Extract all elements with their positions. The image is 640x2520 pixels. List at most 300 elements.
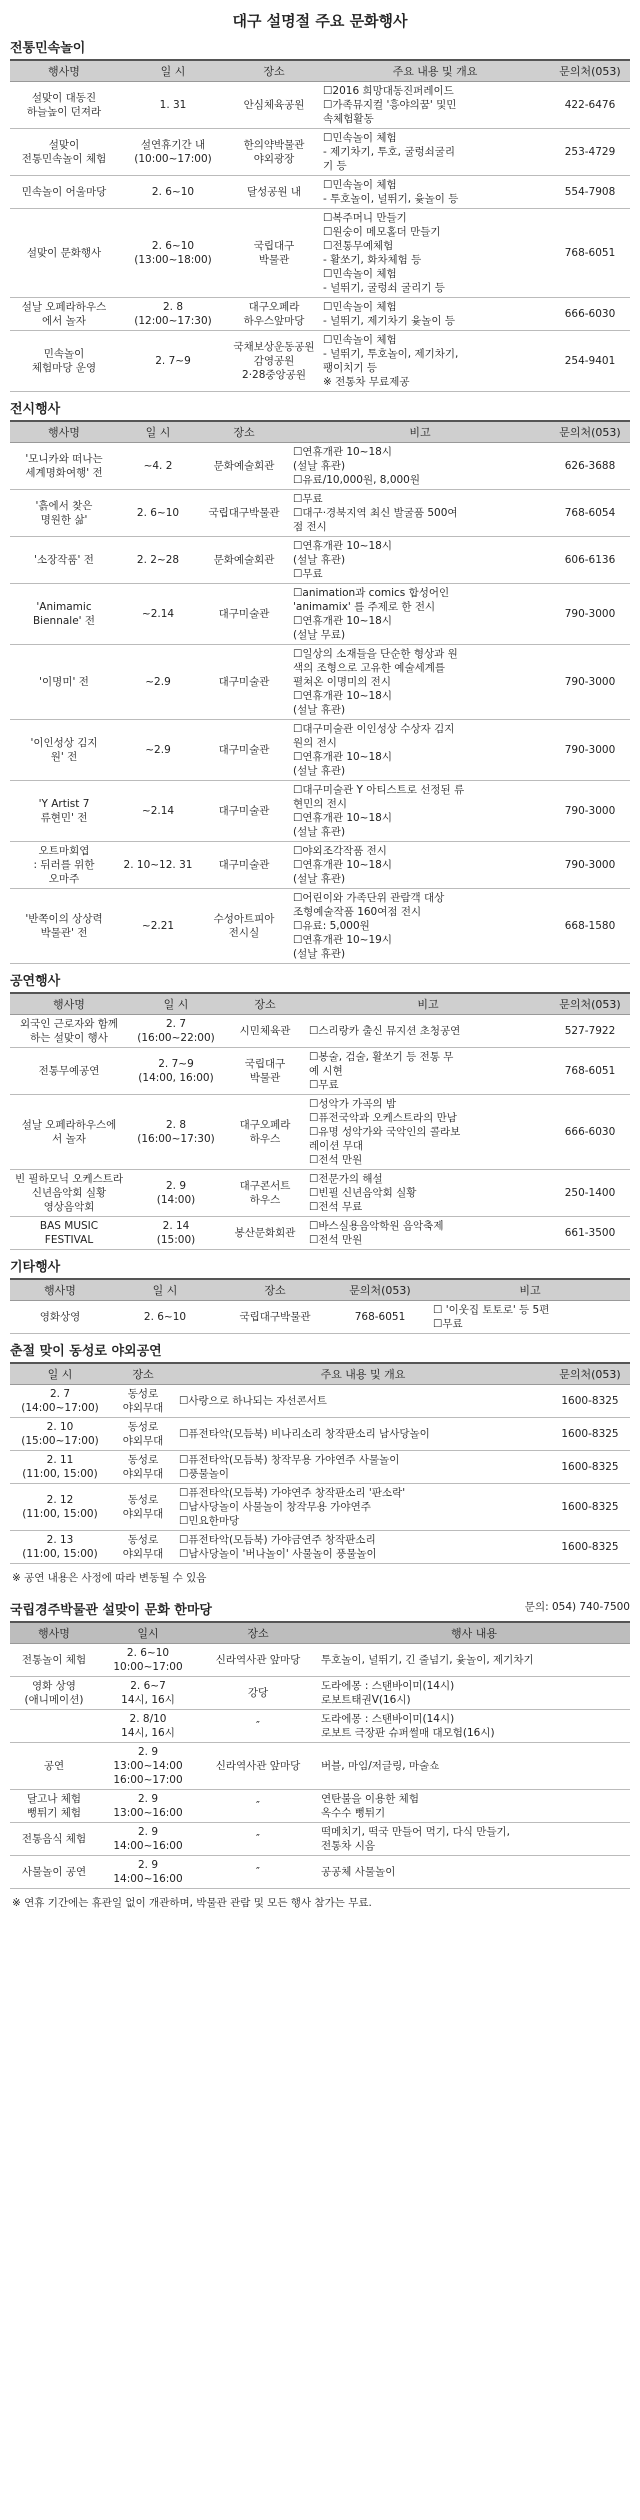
museum-body xyxy=(10,1644,630,1889)
cell-line: ☐바스실용음악학원 음악축제 xyxy=(309,1220,444,1232)
cell-line: ☐animation과 comics 합성어인 xyxy=(293,587,450,599)
cell-line: ″ xyxy=(256,1833,260,1845)
cell-line: '소장작품' 전 xyxy=(34,554,94,566)
exhibit-body xyxy=(10,443,630,964)
event-content xyxy=(290,889,550,964)
cell-line: 대구미술관 xyxy=(218,676,270,688)
section-title-other: 기타행사 xyxy=(10,1260,61,1275)
event-content xyxy=(176,1484,550,1531)
event-name xyxy=(10,1644,98,1677)
event-place xyxy=(198,1644,318,1677)
cell-line: 2. 7~9 xyxy=(158,1058,194,1070)
cell-line: 야외무대 xyxy=(122,1435,164,1447)
cell-line: (설날 무료) xyxy=(293,629,346,641)
column-header: 장소 xyxy=(110,1363,176,1385)
event-place xyxy=(110,1531,176,1564)
event-tel: 250-1400 xyxy=(550,1170,630,1217)
column-header: 일 시 xyxy=(118,421,198,443)
cell-line: ※ 전통차 무료제공 xyxy=(323,376,410,388)
table-row xyxy=(10,1531,630,1564)
cell-line: 'animamix' 를 주제로 한 전시 xyxy=(293,601,436,613)
cell-line: ☐연휴개관 10~18시 xyxy=(293,859,392,871)
event-date xyxy=(10,1385,110,1418)
remark-line: ☐무료 xyxy=(433,1318,463,1330)
cell-line: 전통차 시음 xyxy=(321,1840,376,1852)
event-content xyxy=(176,1418,550,1451)
cell-line: ☐대구미술관 이인성상 수상자 김지 xyxy=(293,723,455,735)
column-header: 주요 내용 및 개요 xyxy=(320,60,550,82)
event-date xyxy=(118,842,198,889)
museum-title: 국립경주박물관 설맞이 문화 한마당 xyxy=(10,1603,212,1618)
event-date xyxy=(118,209,228,298)
column-header: 일시 xyxy=(98,1622,198,1644)
cell-line: 체험마당 운영 xyxy=(31,362,97,374)
event-tel: 790-3000 xyxy=(550,781,630,842)
cell-line: 현민의 전시 xyxy=(293,798,348,810)
event-name xyxy=(10,176,118,209)
cell-line: ☐남사당놀이 사물놀이 창작무용 가야연주 xyxy=(179,1501,371,1513)
cell-line: ″ xyxy=(256,1866,260,1878)
event-date xyxy=(118,889,198,964)
cell-line: (11:00, 15:00) xyxy=(22,1468,98,1480)
event-place xyxy=(110,1385,176,1418)
event-place xyxy=(224,1015,306,1048)
event-date xyxy=(10,1484,110,1531)
column-header: 비고 xyxy=(290,421,550,443)
table-row xyxy=(10,209,630,298)
cell-line: 연탄불을 이용한 체험 xyxy=(321,1793,419,1805)
cell-line: 옥수수 뻥튀기 xyxy=(321,1807,386,1819)
cell-line: 대구오페라 xyxy=(248,301,300,313)
cell-line: 동성로 xyxy=(127,1454,159,1466)
cell-line: 서 놀자 xyxy=(52,1133,86,1145)
cell-line: ☐전문가의 해설 xyxy=(309,1173,383,1185)
cell-line: ☐민속놀이 체험 xyxy=(323,334,397,346)
event-content xyxy=(320,82,550,129)
cell-line: 2. 7 xyxy=(49,1388,71,1400)
table-row xyxy=(10,1790,630,1823)
cell-line: ☐연휴개관 10~18시 xyxy=(293,812,392,824)
cell-line: (14:00) xyxy=(156,1194,196,1206)
cell-line: 1. 31 xyxy=(159,99,187,111)
cell-line: 국립대구 xyxy=(244,1058,286,1070)
column-header: 행사명 xyxy=(10,1622,98,1644)
cell-line: 하늘높이 던져라 xyxy=(26,106,102,118)
event-name xyxy=(10,1048,128,1095)
cell-line: ☐민속놀이 체험 xyxy=(323,268,397,280)
cell-line: 시민체육관 xyxy=(239,1025,291,1037)
column-header: 장소 xyxy=(198,1622,318,1644)
event-place xyxy=(198,1856,318,1889)
cell-line: 동성로 xyxy=(127,1534,159,1546)
cell-line: 'Animamic xyxy=(36,601,92,613)
cell-line: ☐남사당놀이 '버나놀이' 사물놀이 풍물놀이 xyxy=(179,1548,377,1560)
cell-line: ☐연휴개관 10~18시 xyxy=(293,690,392,702)
cell-line: ☐무료 xyxy=(293,568,323,580)
column-header: 문의처(053) xyxy=(550,421,630,443)
column-header: 일 시 xyxy=(110,1279,220,1301)
table-row xyxy=(10,1048,630,1095)
event-place xyxy=(228,331,320,392)
perform-table xyxy=(10,992,630,1250)
event-date xyxy=(128,1015,224,1048)
event-name xyxy=(10,331,118,392)
cell-line: 대구오페라 xyxy=(239,1119,291,1131)
cell-line: 국립대구 xyxy=(253,240,295,252)
cell-line: 색의 조형으로 고유한 예술세계를 xyxy=(293,662,446,674)
cell-line: 공공체 사물놀이 xyxy=(321,1866,396,1878)
event-date xyxy=(98,1710,198,1743)
cell-line: 동성로 xyxy=(127,1421,159,1433)
cell-line: '이인성상 김지 xyxy=(30,737,98,749)
event-name xyxy=(10,82,118,129)
cell-line: ☐퓨전타악(모듬북) 가야금연주 창작판소리 xyxy=(179,1534,376,1546)
cell-line: ☐민속놀이 체험 xyxy=(323,179,397,191)
event-content xyxy=(318,1743,630,1790)
cell-line: 2. 8/10 xyxy=(129,1713,167,1725)
cell-line: 점 전시 xyxy=(293,521,327,533)
event-date xyxy=(98,1743,198,1790)
cell-line: 투호놀이, 널뛰기, 긴 줄넘기, 윷놀이, 제기차기 xyxy=(321,1654,534,1666)
event-place xyxy=(198,584,290,645)
event-date xyxy=(98,1677,198,1710)
cell-line: 봉산문화회관 xyxy=(234,1227,296,1239)
event-date xyxy=(118,490,198,537)
event-place xyxy=(198,842,290,889)
cell-line: (설날 휴관) xyxy=(293,826,346,838)
cell-line: 펼쳐온 이명미의 전시 xyxy=(293,676,391,688)
cell-line: ☐봉술, 검술, 활쏘기 등 전통 무 xyxy=(309,1051,454,1063)
cell-line: 동성로 xyxy=(127,1494,159,1506)
cell-line: ☐연휴개관 10~18시 xyxy=(293,751,392,763)
cell-line: 신라역사관 앞마당 xyxy=(215,1760,301,1772)
folk-body xyxy=(10,82,630,392)
event-name xyxy=(10,1095,128,1170)
table-row xyxy=(10,1385,630,1418)
event-tel: 666-6030 xyxy=(550,1095,630,1170)
cell-line: ☐전석 만원 xyxy=(309,1234,363,1246)
table-row xyxy=(10,889,630,964)
event-content xyxy=(306,1095,550,1170)
cell-line: 로보트 극장판 슈퍼썰매 대모험(16시) xyxy=(321,1727,495,1739)
cell-line: 2. 6~10 xyxy=(126,1647,170,1659)
cell-line: 전통음식 체험 xyxy=(21,1833,87,1845)
page-title: 대구 설명절 주요 문화행사 xyxy=(232,12,408,30)
cell-line: ☐무료 xyxy=(293,493,323,505)
table-row xyxy=(10,781,630,842)
event-tel: 422-6476 xyxy=(550,82,630,129)
column-header: 행사명 xyxy=(10,60,118,82)
event-name xyxy=(10,1170,128,1217)
cell-line: - 제기차기, 투호, 굴렁쇠굴리 xyxy=(323,146,456,158)
event-content xyxy=(318,1856,630,1889)
event-name xyxy=(10,1790,98,1823)
event-content xyxy=(320,176,550,209)
cell-line: 원' 전 xyxy=(50,751,78,763)
cell-line: ☐전석 무료 xyxy=(309,1201,363,1213)
event-tel: 768-6051 xyxy=(550,1048,630,1095)
cell-line: (16:00~22:00) xyxy=(137,1032,215,1044)
table-row xyxy=(10,1170,630,1217)
event-place xyxy=(228,82,320,129)
event-content xyxy=(306,1048,550,1095)
cell-line: ″ xyxy=(256,1720,260,1732)
cell-line: 대구미술관 xyxy=(218,859,270,871)
cell-line: 2. 9 xyxy=(165,1180,187,1192)
remark-line: ☐ '이웃집 토토로' 등 5편 xyxy=(433,1304,550,1316)
event-name xyxy=(10,1015,128,1048)
event-place xyxy=(228,298,320,331)
cell-line: 16:00~17:00 xyxy=(113,1774,183,1786)
event-name xyxy=(10,584,118,645)
event-content xyxy=(318,1644,630,1677)
cell-line: 2. 7 xyxy=(165,1018,187,1030)
event-date xyxy=(10,1531,110,1564)
table-row xyxy=(10,1484,630,1531)
cell-line: ☐스리랑카 출신 뮤지션 초청공연 xyxy=(309,1025,461,1037)
cell-line: 2. 6~7 xyxy=(130,1680,166,1692)
event-date xyxy=(118,537,198,584)
cell-line: ☐유명 성악가와 국악인의 콜라보 xyxy=(309,1126,461,1138)
cell-line: FESTIVAL xyxy=(44,1234,94,1246)
cell-line: 문화예술회관 xyxy=(213,554,275,566)
cell-line: ☐사랑으로 하나되는 자선콘서트 xyxy=(179,1395,327,1407)
cell-line: ☐전통무예체험 xyxy=(323,240,394,252)
event-place: 국립대구박물관 xyxy=(220,1301,330,1334)
event-content xyxy=(290,537,550,584)
column-header: 문의처(053) xyxy=(550,60,630,82)
event-name xyxy=(10,781,118,842)
event-tel: 1600-8325 xyxy=(550,1418,630,1451)
event-date xyxy=(118,331,228,392)
table-row xyxy=(10,490,630,537)
event-name xyxy=(10,842,118,889)
event-place xyxy=(198,1710,318,1743)
cell-line: 명원한 삶' xyxy=(40,514,88,526)
event-date xyxy=(128,1048,224,1095)
event-tel: 666-6030 xyxy=(550,298,630,331)
event-name xyxy=(10,443,118,490)
cell-line: 2. 14 xyxy=(162,1220,190,1232)
section-title-exhibit: 전시행사 xyxy=(10,402,61,417)
cell-line: (설날 휴관) xyxy=(293,460,346,472)
event-date xyxy=(118,584,198,645)
event-content xyxy=(318,1823,630,1856)
cell-line: 문화예술회관 xyxy=(213,460,275,472)
cell-line: 설맞이 대동진 xyxy=(31,92,97,104)
event-name xyxy=(10,1856,98,1889)
event-place xyxy=(224,1170,306,1217)
cell-line: 2. 8 xyxy=(165,1119,187,1131)
event-tel: 254-9401 xyxy=(550,331,630,392)
cell-line: (15:00) xyxy=(156,1234,196,1246)
cell-line: 야외무대 xyxy=(122,1468,164,1480)
cell-line: 빈 필하모닉 오케스트라 xyxy=(14,1173,124,1185)
cell-line: 2. 9 xyxy=(137,1859,159,1871)
table-row xyxy=(10,1743,630,1790)
event-date xyxy=(118,298,228,331)
cell-line: 감영공원 xyxy=(253,355,295,367)
table-row xyxy=(10,331,630,392)
cell-line: 공연 xyxy=(43,1760,65,1772)
cell-line: ☐퓨전타악(모듬북) 창작무용 가야연주 사물놀이 xyxy=(179,1454,400,1466)
cell-line: ☐퓨전타악(모듬북) 비나리소리 창작판소리 남사당놀이 xyxy=(179,1428,430,1440)
event-content xyxy=(290,645,550,720)
cell-line: 2. 9 xyxy=(137,1746,159,1758)
section-title-outdoor: 춘절 맞이 동성로 야외공연 xyxy=(10,1344,162,1359)
event-date xyxy=(118,82,228,129)
cell-line: 속체험활동 xyxy=(323,113,374,125)
event-place xyxy=(224,1095,306,1170)
cell-line: 달성공원 내 xyxy=(246,186,302,198)
cell-line: ☐연휴개관 10~19시 xyxy=(293,934,392,946)
event-content xyxy=(176,1451,550,1484)
cell-line: 민속놀이 xyxy=(43,348,85,360)
event-name xyxy=(10,129,118,176)
cell-line: '흙에서 찾은 xyxy=(35,500,93,512)
table-row xyxy=(10,1644,630,1677)
cell-line: 2. 12 xyxy=(46,1494,74,1506)
event-date xyxy=(10,1451,110,1484)
cell-line: 야외무대 xyxy=(122,1508,164,1520)
event-content xyxy=(318,1677,630,1710)
event-content xyxy=(176,1385,550,1418)
cell-line: 대구미술관 xyxy=(218,744,270,756)
column-header: 일 시 xyxy=(10,1363,110,1385)
cell-line: ☐어린이와 가족단위 관람객 대상 xyxy=(293,892,445,904)
cell-line: 전통민속놀이 체험 xyxy=(21,153,107,165)
cell-line: ″ xyxy=(256,1800,260,1812)
cell-line: ☐성악가 가곡의 밤 xyxy=(309,1098,397,1110)
event-name xyxy=(10,1743,98,1790)
cell-line: (13:00~18:00) xyxy=(134,254,212,266)
cell-line: Biennale' 전 xyxy=(32,615,96,627)
table-row xyxy=(10,443,630,490)
cell-line: ☐일상의 소재들을 단순한 형상과 원 xyxy=(293,648,458,660)
cell-line: ~2.9 xyxy=(145,676,171,688)
event-date xyxy=(118,781,198,842)
exhibit-table xyxy=(10,420,630,964)
cell-line: 버블, 마임/저글링, 마술쇼 xyxy=(321,1760,440,1772)
cell-line: ☐복주머니 만들기 xyxy=(323,212,407,224)
column-header: 장소 xyxy=(220,1279,330,1301)
table-row xyxy=(10,1451,630,1484)
cell-line: ☐야외조각작품 전시 xyxy=(293,845,387,857)
column-header: 비고 xyxy=(306,993,550,1015)
cell-line: 14:00~16:00 xyxy=(113,1873,183,1885)
cell-line: 'Y Artist 7 xyxy=(38,798,90,810)
event-name xyxy=(10,537,118,584)
event-tel: 668-1580 xyxy=(550,889,630,964)
cell-line: ~2.21 xyxy=(141,920,175,932)
cell-line: ☐퓨전국악과 오케스트라의 만남 xyxy=(309,1112,457,1124)
cell-line: 2. 9 xyxy=(137,1793,159,1805)
event-tel: 790-3000 xyxy=(550,842,630,889)
outdoor-body xyxy=(10,1385,630,1564)
museum-header xyxy=(10,1599,630,1618)
cell-line: 기 등 xyxy=(323,160,347,172)
event-name xyxy=(10,1823,98,1856)
event-name xyxy=(10,1217,128,1250)
event-tel: 768-6054 xyxy=(550,490,630,537)
table-row xyxy=(10,1677,630,1710)
cell-line: 설맞이 문화행사 xyxy=(26,247,102,259)
cell-line: BAS MUSIC xyxy=(39,1220,99,1232)
cell-line: 오마주 xyxy=(48,873,80,885)
table-row xyxy=(10,720,630,781)
cell-line: 조형예술작품 160여점 전시 xyxy=(293,906,422,918)
cell-line: ☐풍물놀이 xyxy=(179,1468,229,1480)
cell-line: 설맞이 xyxy=(48,139,80,151)
cell-line: ☐민속놀이 체험 xyxy=(323,132,397,144)
table-row xyxy=(10,298,630,331)
cell-line: 박물관 xyxy=(249,1072,281,1084)
cell-line: 하우스 xyxy=(249,1194,281,1206)
event-content xyxy=(306,1015,550,1048)
cell-line: 14:00~16:00 xyxy=(113,1840,183,1852)
event-content xyxy=(320,331,550,392)
cell-line: 야외무대 xyxy=(122,1402,164,1414)
cell-line: 신라역사관 앞마당 xyxy=(215,1654,301,1666)
table-header-row xyxy=(10,1622,630,1644)
other-table xyxy=(10,1278,630,1334)
cell-line: ☐대구미술관 Y 아티스트로 선정된 류 xyxy=(293,784,465,796)
cell-line: 설연휴기간 내 xyxy=(140,139,206,151)
cell-line: 야외무대 xyxy=(122,1548,164,1560)
event-place xyxy=(198,645,290,720)
column-header: 주요 내용 및 개요 xyxy=(176,1363,550,1385)
cell-line: 설날 오페라하우스 xyxy=(21,301,107,313)
event-name xyxy=(10,1710,98,1743)
table-row xyxy=(10,1301,630,1334)
event-date xyxy=(128,1095,224,1170)
cell-line: 14시, 16시 xyxy=(121,1694,175,1706)
cell-line: 2. 6~10 xyxy=(151,240,195,252)
cell-line: : 뒤러를 위한 xyxy=(33,859,95,871)
column-header: 행사명 xyxy=(10,993,128,1015)
cell-line: 하는 설맞이 행사 xyxy=(30,1032,108,1044)
cell-line: 대구콘서트 xyxy=(239,1180,291,1192)
table-row xyxy=(10,645,630,720)
cell-line: ☐연휴개관 10~18시 xyxy=(293,446,392,458)
column-header: 일 시 xyxy=(118,60,228,82)
event-place xyxy=(198,781,290,842)
event-date xyxy=(118,720,198,781)
event-content xyxy=(290,842,550,889)
cell-line: 2. 11 xyxy=(46,1454,74,1466)
cell-line: (설날 휴관) xyxy=(293,948,346,960)
event-place xyxy=(198,1823,318,1856)
table-row xyxy=(10,1823,630,1856)
table-header-row xyxy=(10,993,630,1015)
event-date xyxy=(98,1790,198,1823)
cell-line: (15:00~17:00) xyxy=(21,1435,99,1447)
table-row xyxy=(10,1856,630,1889)
event-date xyxy=(118,443,198,490)
cell-line: 대구미술관 xyxy=(218,608,270,620)
event-date: 2. 6~10 xyxy=(110,1301,220,1334)
table-row xyxy=(10,1015,630,1048)
column-header: 일 시 xyxy=(128,993,224,1015)
cell-line: 한의약박물관 xyxy=(243,139,305,151)
page xyxy=(0,10,640,2520)
event-date xyxy=(118,645,198,720)
event-tel: 606-6136 xyxy=(550,537,630,584)
event-content xyxy=(306,1217,550,1250)
event-place xyxy=(110,1484,176,1531)
event-content xyxy=(290,720,550,781)
cell-line: ☐민요한마당 xyxy=(179,1515,240,1527)
